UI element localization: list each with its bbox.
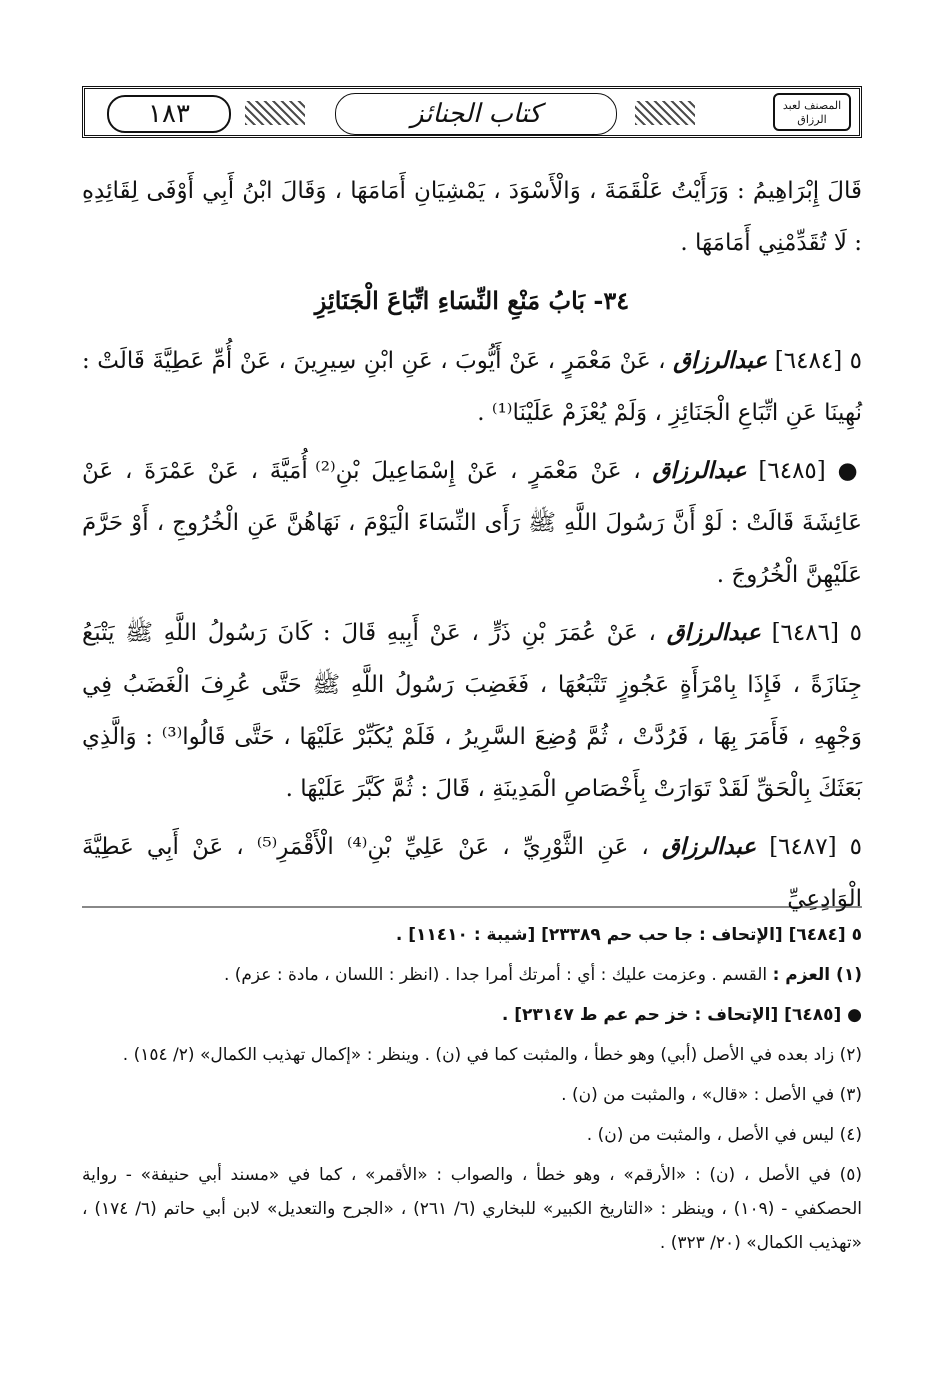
footnote-divider — [82, 905, 862, 909]
hadith-number: ٥ [٦٤٨٦] — [771, 620, 862, 646]
hadith-number: ٥ [٦٤٨٤] — [774, 348, 863, 374]
hadith-6485 — [82, 445, 862, 601]
ornament-left — [245, 101, 305, 125]
page-number: ١٨٣ — [107, 95, 231, 133]
narrator-name: عبدالرزاق — [666, 619, 761, 646]
footnotes — [82, 918, 862, 1266]
hadith-6484 — [82, 335, 862, 439]
hadith-6486 — [82, 607, 862, 815]
book-seal: المصنف لعبد الرزاق — [773, 93, 851, 131]
book-title: كتاب الجنائز — [335, 93, 617, 135]
footnote-text: القسم . وعزمت عليك : أي : أمرتك أمرا جدا . (انظر : اللسان ، مادة : عزم) . — [223, 965, 768, 985]
footnote-1 — [82, 958, 862, 992]
chapter-heading: ٣٤- بَابُ مَنْعِ النِّسَاءِ اتِّبَاعَ الْجَنَائِزِ — [314, 286, 630, 315]
footnote-5: (٥) في الأصل ، (ن) : «الأرقم» ، وهو خطأ ، والصواب : «الأقمر» ، كما في «مسند أبي حنيفة» - رواية الحصكفي - (١٠٩) ، وينظر : «التاريخ الكبير» للبخاري (٦/ ٢٦١) ، «الجرح والتعديل» لابن أبي حاتم (٦/ ١٧٤) ، «تهذيب الكمال» (٢٠/ ٣٢٣) . — [82, 1165, 863, 1253]
hadith-number: ● [٦٤٨٥] — [758, 458, 863, 484]
footnote-2: (٢) زاد بعده في الأصل (أبي) وهو خطأ ، والمثبت كما في (ن) . وينظر : «إكمال تهذيب الكمال» (٢/ ١٥٤) . — [122, 1045, 862, 1065]
narrator-name: عبدالرزاق — [661, 833, 757, 860]
hadith-text: ، عَنْ عُمَرَ بْنِ ذَرٍّ ، عَنْ أَبِيهِ قَالَ : كَانَ رَسُولُ اللَّهِ ﷺ يَتْبَعُ جِنَازَةً ، فَإِذَا بِامْرَأَةٍ عَجُوزٍ تَتْبَعُهَا ، فَغَضِبَ رَسُولُ اللَّهِ ﷺ حَتَّى عُرِفَ الْغَضَبُ فِي وَجْهِهِ ، فَأَمَرَ بِهَا ، فَرُدَّتْ ، ثُمَّ وُضِعَ السَّرِيرُ ، فَلَمْ يُكَبِّرْ عَلَيْهَا ، حَتَّى قَالُوا⁽³⁾ : وَالَّذِي بَعَثَكَ بِالْحَقِّ لَقَدْ تَوَارَتْ بِأَخْصَاصِ الْمَدِينَةِ ، قَالَ : ثُمَّ كَبَّرَ عَلَيْهَا . — [82, 620, 862, 802]
hadith-text: ، عَنْ مَعْمَرٍ ، عَنْ إِسْمَاعِيلَ بْنِ⁽²⁾ أُمَيَّةَ ، عَنْ عَمْرَةَ ، عَنْ عَائِشَةَ قَالَتْ : لَوْ أَنَّ رَسُولَ اللَّهِ ﷺ رَأَى النِّسَاءَ الْيَوْمَ ، نَهَاهُنَّ عَنِ الْخُرُوجِ ، أَوْ حَرَّمَ عَلَيْهِنَّ الْخُرُوجَ . — [82, 458, 862, 588]
page-header — [82, 86, 862, 138]
footnote-label: (١) العزم : — [772, 965, 862, 985]
footnote-3: (٣) في الأصل : «قال» ، والمثبت من (ن) . — [561, 1085, 862, 1105]
footnote-ref-6485: ● [٦٤٨٥] [الإتحاف : خز حم عم ط ٢٣١٤٧] . — [501, 1005, 862, 1025]
narrator-name: عبدالرزاق — [673, 347, 768, 374]
hadith-number: ٥ [٦٤٨٧] — [769, 834, 862, 860]
footnote-ref-6484: ٥ [٦٤٨٤] [الإتحاف : جا حب حم ٢٣٣٨٩] [شيبة : ١١٤١٠] . — [395, 925, 862, 945]
narrator-name: عبدالرزاق — [652, 457, 747, 484]
hadith-6487 — [82, 821, 862, 925]
footnote-4: (٤) ليس في الأصل ، والمثبت من (ن) . — [586, 1125, 862, 1145]
ornament-right — [635, 101, 695, 125]
hadith-text: ، عَنْ مَعْمَرٍ ، عَنْ أَيُّوبَ ، عَنِ ابْنِ سِيرِينَ ، عَنْ أُمِّ عَطِيَّةَ قَالَتْ : نُهِينَا عَنِ اتِّبَاعِ الْجَنَائِزِ ، وَلَمْ يُعْزَمْ عَلَيْنَا⁽¹⁾ . — [82, 348, 862, 426]
main-text — [82, 165, 862, 931]
hadith-text: ، عَنِ الثَّوْرِيِّ ، عَنْ عَلِيِّ بْنِ⁽⁴⁾ الْأَقْمَرِ⁽⁵⁾ ، عَنْ أَبِي عَطِيَّةَ الْوَادِعِيِّ — [82, 834, 862, 912]
paragraph-continuation: قَالَ إِبْرَاهِيمُ : وَرَأَيْتُ عَلْقَمَةَ ، وَالْأَسْوَدَ ، يَمْشِيَانِ أَمَامَهَا ، وَقَالَ ابْنُ أَبِي أَوْفَى لِقَائِدِهِ : لَا تُقَدِّمْنِي أَمَامَهَا . — [82, 178, 862, 256]
